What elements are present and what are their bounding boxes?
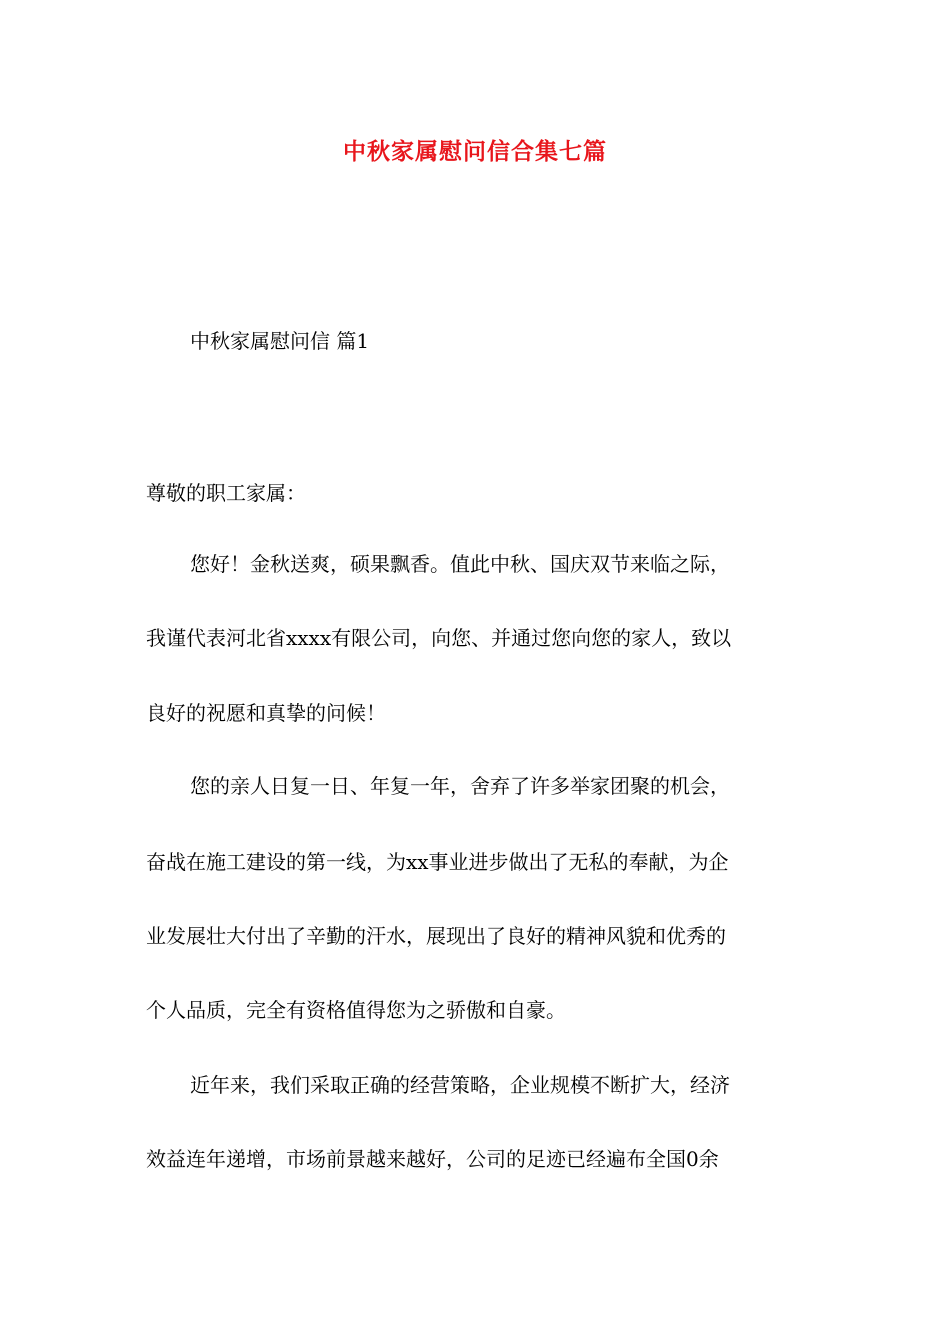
paragraph-1-line-1: 您好！金秋送爽，硕果飘香。值此中秋、国庆双节来临之际， [190,552,730,576]
paragraph-1-line-2: 我谨代表河北省xxxx有限公司，向您、并通过您向您的家人，致以 [146,626,732,650]
section-heading: 中秋家属慰问信 篇1 [190,329,370,353]
paragraph-1-line-3: 良好的祝愿和真挚的问候！ [146,701,386,725]
salutation: 尊敬的职工家属： [146,481,306,505]
paragraph-3-line-1: 近年来，我们采取正确的经营策略，企业规模不断扩大，经济 [190,1073,730,1097]
document-title: 中秋家属慰问信合集七篇 [343,138,607,165]
paragraph-2-line-1: 您的亲人日复一日、年复一年，舍弃了许多举家团聚的机会， [190,774,730,798]
paragraph-2-line-3: 业发展壮大付出了辛勤的汗水，展现出了良好的精神风貌和优秀的 [146,924,726,948]
paragraph-2-line-2: 奋战在施工建设的第一线，为xx事业进步做出了无私的奉献，为企 [146,850,729,874]
paragraph-2-line-4: 个人品质，完全有资格值得您为之骄傲和自豪。 [146,998,566,1022]
paragraph-3-line-2: 效益连年递增，市场前景越来越好，公司的足迹已经遍布全国0余 [146,1147,719,1171]
